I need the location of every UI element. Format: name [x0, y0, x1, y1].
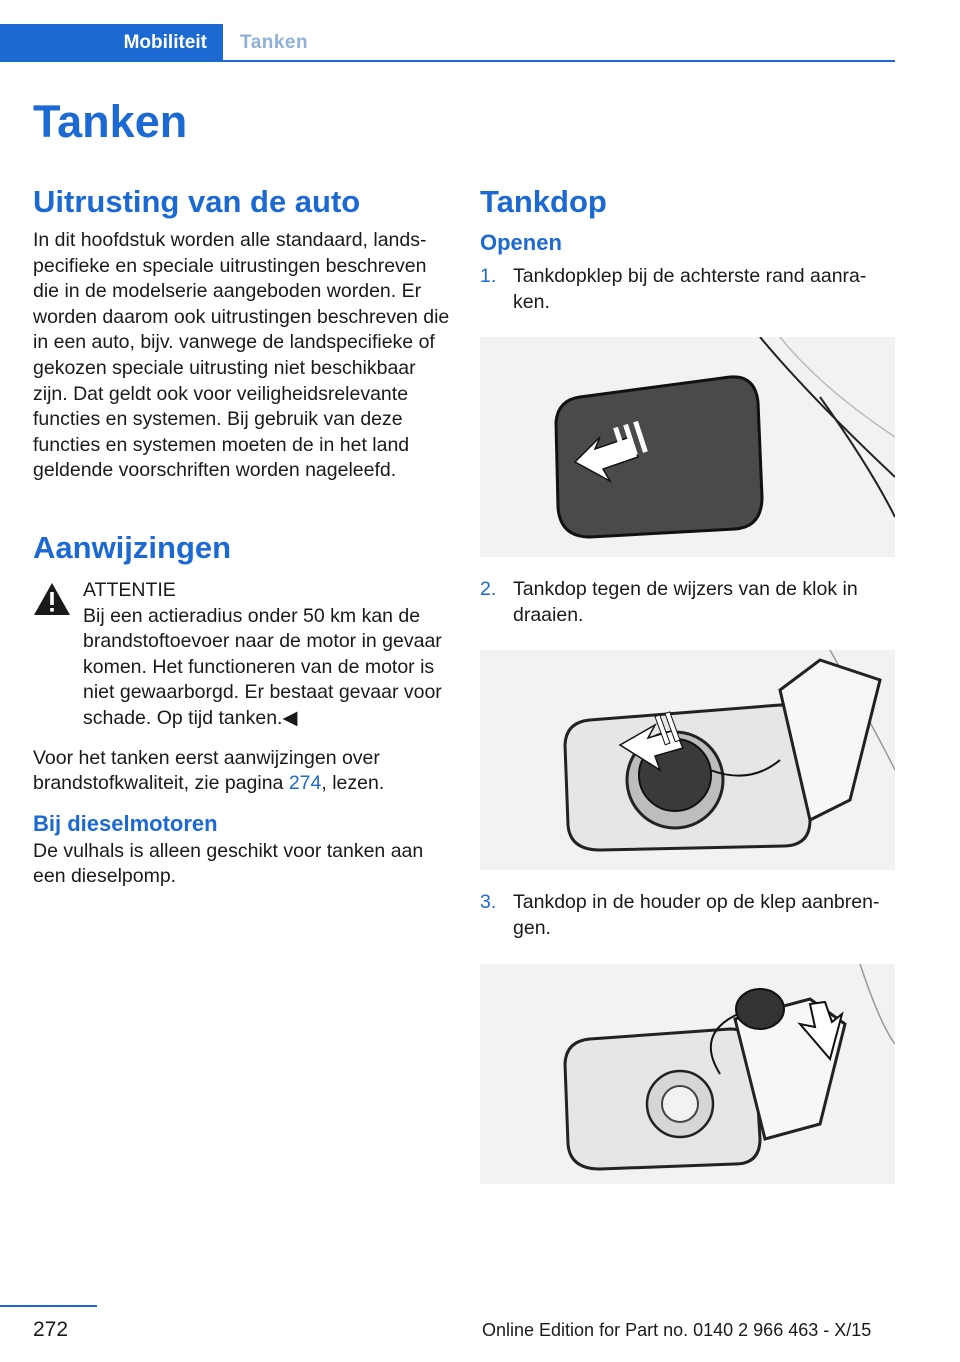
warning-text-content: Bij een actieradius onder 50 km kan de brandstoftoevoer naar de motor in gevaar komen. Het functioneren van de motor is niet gewaarborgd. Er bestaat gevaar voor schade. Op tijd tanken.◀ — [83, 604, 442, 729]
footer-rule — [0, 1305, 97, 1307]
fuel-note-text: Voor het tanken eerst aanwijzingen over brandstofkwaliteit, zie pagina — [33, 746, 380, 795]
step-number: 2. — [480, 578, 497, 601]
heading-notes: Aanwijzingen — [33, 529, 232, 565]
cap-holder-illustration — [480, 964, 895, 1184]
step-item — [480, 264, 896, 315]
heading-equipment: Uitrusting van de auto — [33, 184, 361, 219]
step-number: 3. — [480, 891, 497, 914]
heading-diesel: Bij dieselmotoren — [33, 810, 218, 836]
figure-cap-holder — [480, 964, 895, 1184]
tab-tanken[interactable]: Tanken — [240, 32, 309, 53]
warning-block — [33, 578, 451, 732]
equipment-paragraph: In dit hoofdstuk worden alle standaard, landspecifieke en speciale uitrustingen beschreven die in de modelserie aangeboden worden. Er worden daarom ook uitrustingen beschreven die in een auto, bijv. vanwege de landspecifieke of gekozen speciale uitrusting niet beschikbaar zijn. Dat geldt ook voor veiligheidsrelevante functies en systemen. Bij gebruik van deze functies en systemen moeten de in het land geldende voorschriften worden nageleefd. — [33, 229, 450, 482]
warning-triangle-icon — [33, 582, 71, 616]
page-header — [0, 24, 895, 62]
step-text: Tankdopklep bij de achterste rand aanraken. — [513, 265, 867, 313]
fuel-quality-note — [33, 746, 451, 797]
heading-open: Openen — [480, 230, 562, 255]
page-number: 272 — [33, 1318, 69, 1341]
right-column — [480, 180, 896, 1184]
steps-list-3 — [480, 890, 896, 941]
step-text: Tankdop in de houder op de klep aanbrengen. — [513, 891, 880, 939]
step-text: Tankdop tegen de wijzers van de klok in draaien. — [513, 578, 858, 626]
turn-cap-illustration — [480, 650, 895, 870]
warning-label: ATTENTIE — [83, 578, 176, 601]
tab-mobiliteit[interactable]: Mobiliteit — [0, 24, 223, 62]
left-column — [33, 180, 451, 890]
heading-fuel-cap: Tankdop — [480, 184, 607, 219]
steps-list-2 — [480, 577, 896, 628]
step-item — [480, 577, 896, 628]
steps-list — [480, 264, 896, 315]
fuel-flap-illustration — [480, 337, 895, 557]
fuel-note-tail: , lezen. — [321, 772, 385, 795]
page-link-274[interactable]: 274 — [288, 772, 322, 795]
edition-info: Online Edition for Part no. 0140 2 966 463 - X/15 — [482, 1320, 872, 1340]
step-item — [480, 890, 896, 941]
step-number: 1. — [480, 265, 497, 287]
figure-turn-cap — [480, 650, 895, 870]
page-title: Tanken — [33, 96, 188, 147]
figure-fuel-flap — [480, 337, 895, 557]
warning-text — [83, 604, 451, 732]
header-rule — [0, 60, 895, 62]
diesel-paragraph: De vulhals is alleen geschikt voor tanken aan een dieselpomp. — [33, 839, 424, 888]
